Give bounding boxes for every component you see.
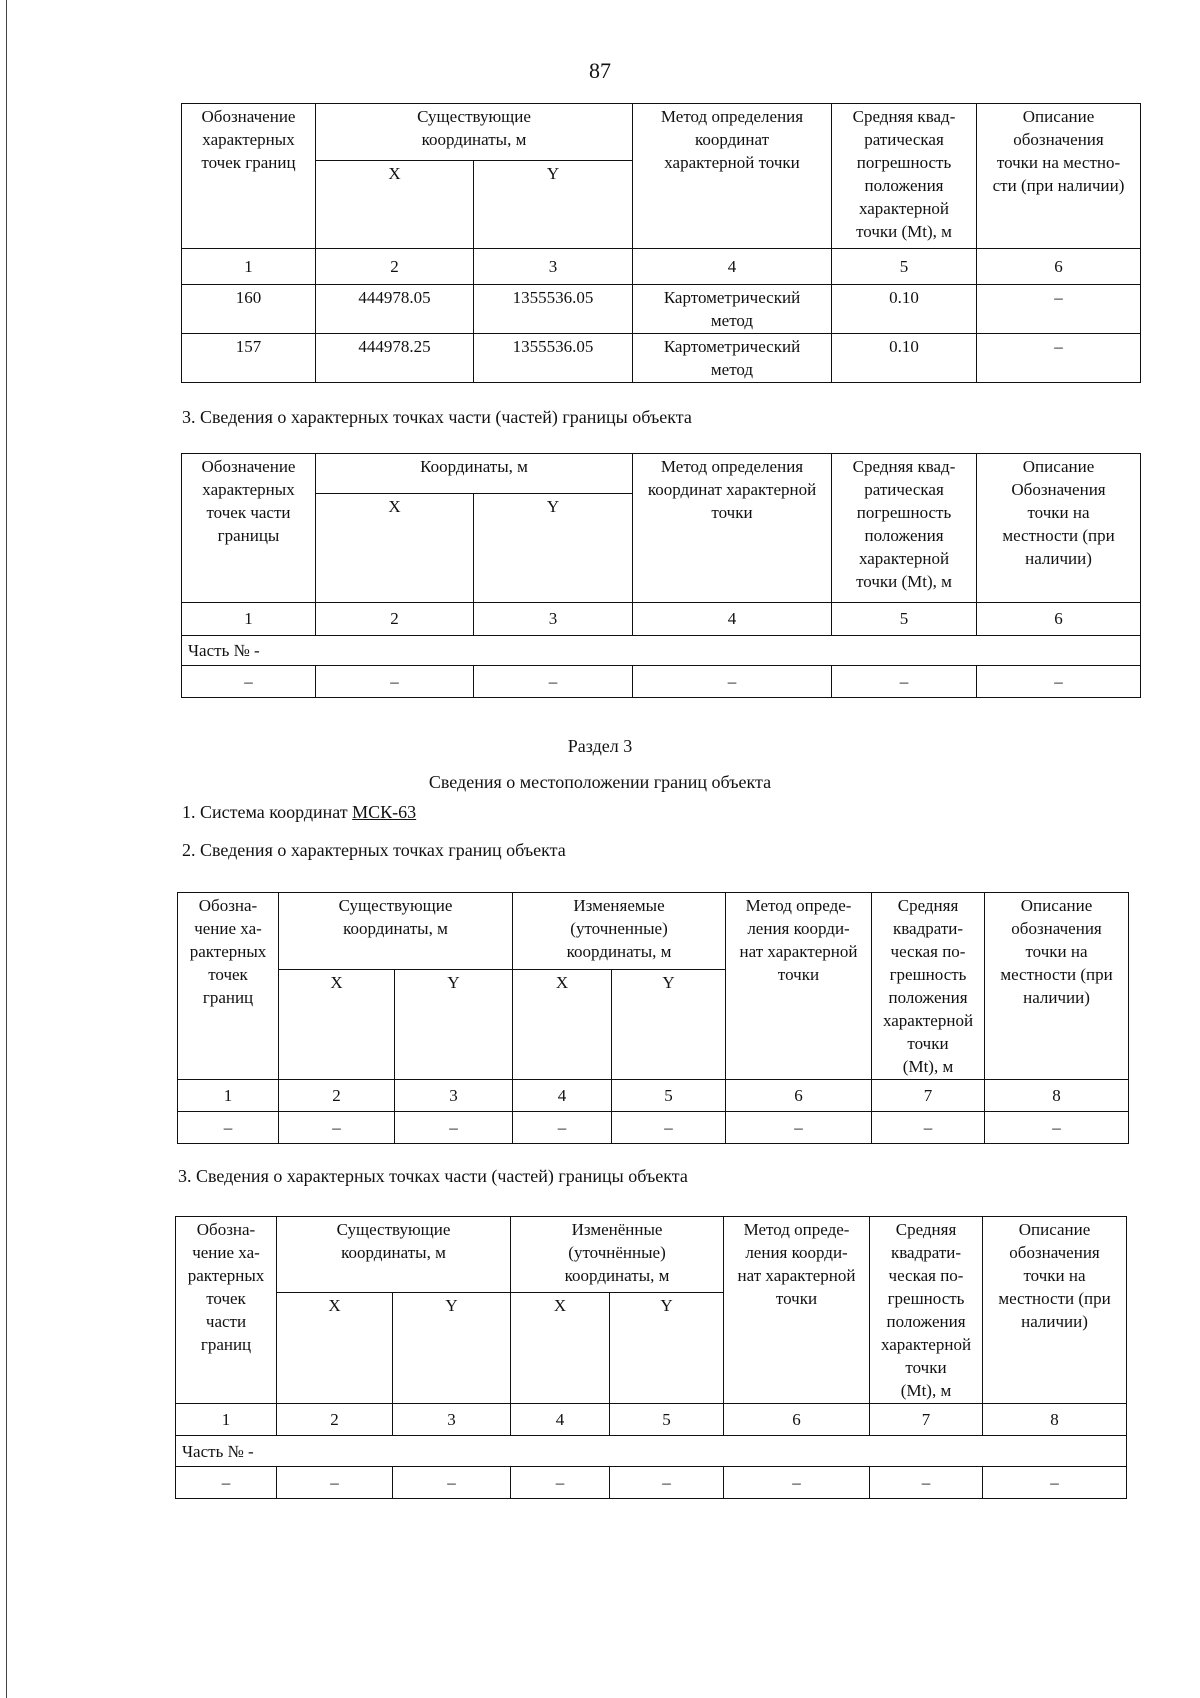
column-number: 6 bbox=[726, 1080, 872, 1112]
column-number: 7 bbox=[870, 1404, 983, 1436]
cell-empty: – bbox=[513, 1112, 612, 1144]
scan-edge-line bbox=[6, 0, 7, 1698]
column-number: 6 bbox=[724, 1404, 870, 1436]
header-point-designation: Обозначение характерных точек части границы bbox=[182, 454, 316, 603]
header-description: Описание обозначения точки на местности (при наличии) bbox=[983, 1217, 1127, 1404]
section-title-part-points: 3. Сведения о характерных точках части (частей) границы объекта bbox=[182, 407, 692, 427]
column-number: 3 bbox=[474, 603, 633, 636]
header-x: X bbox=[316, 494, 474, 603]
header-method: Метод опреде- ления коорди- нат характерной точки bbox=[724, 1217, 870, 1404]
cell-empty: – bbox=[393, 1467, 511, 1499]
cell-empty: – bbox=[279, 1112, 395, 1144]
column-number: 1 bbox=[178, 1080, 279, 1112]
table-boundary-points-section3 bbox=[177, 892, 1129, 1144]
section-heading: Раздел 3 bbox=[567, 736, 633, 756]
coordinate-system-label: 1. Система координат bbox=[182, 802, 353, 822]
part-number-row: Часть № - bbox=[182, 636, 1141, 666]
table-row bbox=[178, 1112, 1129, 1144]
column-number: 1 bbox=[182, 603, 316, 636]
cell-empty: – bbox=[724, 1467, 870, 1499]
header-x-existing: X bbox=[279, 970, 395, 1080]
column-number: 2 bbox=[316, 603, 474, 636]
cell-empty: – bbox=[182, 666, 316, 698]
header-y-existing: Y bbox=[395, 970, 513, 1080]
section-title-part-points-section3: 3. Сведения о характерных точках части (частей) границы объекта bbox=[178, 1166, 688, 1186]
cell-empty: – bbox=[872, 1112, 985, 1144]
cell-description: – bbox=[977, 334, 1141, 383]
cell-description: – bbox=[977, 285, 1141, 334]
section-subheading: Сведения о местоположении границ объекта bbox=[428, 772, 772, 792]
cell-y: 1355536.05 bbox=[474, 334, 633, 383]
table-row bbox=[182, 334, 1141, 383]
header-mean-error: Средняя квад- ратическая погрешность положения характерной точки (Mt), м bbox=[832, 454, 977, 603]
column-number: 4 bbox=[633, 249, 832, 285]
column-number: 4 bbox=[633, 603, 832, 636]
header-point-designation: Обозна- чение ха- рактерных точек границ bbox=[178, 893, 279, 1080]
cell-empty: – bbox=[395, 1112, 513, 1144]
column-number: 1 bbox=[182, 249, 316, 285]
header-changed-coordinates: Изменённые (уточнённые) координаты, м bbox=[511, 1217, 724, 1293]
cell-method: Картометрический метод bbox=[633, 285, 832, 334]
section-title-boundary-points: 2. Сведения о характерных точках границ объекта bbox=[182, 840, 566, 860]
column-number: 6 bbox=[977, 249, 1141, 285]
header-mean-error: Средняя квадрати- ческая по- грешность положения характерной точки (Mt), м bbox=[872, 893, 985, 1080]
header-coordinates: Координаты, м bbox=[316, 454, 633, 494]
header-mean-error: Средняя квад- ратическая погрешность положения характерной точки (Mt), м bbox=[832, 104, 977, 249]
cell-empty: – bbox=[977, 666, 1141, 698]
cell-empty: – bbox=[983, 1467, 1127, 1499]
column-number: 1 bbox=[176, 1404, 277, 1436]
header-y: Y bbox=[474, 494, 633, 603]
column-number: 2 bbox=[279, 1080, 395, 1112]
cell-point: 160 bbox=[182, 285, 316, 334]
table-part-boundary-points-section3 bbox=[175, 1216, 1127, 1499]
cell-y: 1355536.05 bbox=[474, 285, 633, 334]
cell-mt: 0.10 bbox=[832, 285, 977, 334]
table-boundary-points-existing bbox=[181, 103, 1141, 383]
part-number-row: Часть № - bbox=[176, 1436, 1127, 1467]
cell-empty: – bbox=[474, 666, 633, 698]
header-point-designation: Обозначение характерных точек границ bbox=[182, 104, 316, 249]
column-number: 5 bbox=[832, 603, 977, 636]
cell-mt: 0.10 bbox=[832, 334, 977, 383]
header-x-existing: X bbox=[277, 1293, 393, 1404]
column-number: 5 bbox=[612, 1080, 726, 1112]
cell-empty: – bbox=[178, 1112, 279, 1144]
cell-empty: – bbox=[316, 666, 474, 698]
cell-method: Картометрический метод bbox=[633, 334, 832, 383]
column-number: 5 bbox=[610, 1404, 724, 1436]
column-number: 3 bbox=[393, 1404, 511, 1436]
table-row bbox=[176, 1467, 1127, 1499]
header-x-changed: X bbox=[511, 1293, 610, 1404]
column-number: 4 bbox=[513, 1080, 612, 1112]
cell-empty: – bbox=[870, 1467, 983, 1499]
table-part-boundary-points bbox=[181, 453, 1141, 698]
header-method: Метод определения координат характерной точки bbox=[633, 454, 832, 603]
header-existing-coordinates: Существующие координаты, м bbox=[277, 1217, 511, 1293]
header-y: Y bbox=[474, 161, 633, 249]
header-point-designation: Обозна- чение ха- рактерных точек части границ bbox=[176, 1217, 277, 1404]
cell-empty: – bbox=[612, 1112, 726, 1144]
header-y-changed: Y bbox=[610, 1293, 724, 1404]
header-x-changed: X bbox=[513, 970, 612, 1080]
column-number: 5 bbox=[832, 249, 977, 285]
header-existing-coordinates: Существующие координаты, м bbox=[316, 104, 633, 161]
column-number: 8 bbox=[983, 1404, 1127, 1436]
cell-x: 444978.05 bbox=[316, 285, 474, 334]
cell-empty: – bbox=[726, 1112, 872, 1144]
header-mean-error: Средняя квадрати- ческая по- грешность положения характерной точки (Mt), м bbox=[870, 1217, 983, 1404]
page-number: 87 bbox=[589, 58, 611, 83]
column-number: 3 bbox=[474, 249, 633, 285]
header-changed-coordinates: Изменяемые (уточненные) координаты, м bbox=[513, 893, 726, 970]
column-number: 7 bbox=[872, 1080, 985, 1112]
cell-x: 444978.25 bbox=[316, 334, 474, 383]
column-number: 8 bbox=[985, 1080, 1129, 1112]
header-y-changed: Y bbox=[612, 970, 726, 1080]
cell-empty: – bbox=[277, 1467, 393, 1499]
header-description: Описание Обозначения точки на местности (при наличии) bbox=[977, 454, 1141, 603]
header-method: Метод определения координат характерной точки bbox=[633, 104, 832, 249]
header-description: Описание обозначения точки на местно- сти (при наличии) bbox=[977, 104, 1141, 249]
column-number: 3 bbox=[395, 1080, 513, 1112]
cell-empty: – bbox=[832, 666, 977, 698]
header-existing-coordinates: Существующие координаты, м bbox=[279, 893, 513, 970]
table-row bbox=[182, 666, 1141, 698]
cell-empty: – bbox=[610, 1467, 724, 1499]
header-x: X bbox=[316, 161, 474, 249]
column-number: 6 bbox=[977, 603, 1141, 636]
coordinate-system-value: МСК-63 bbox=[352, 802, 417, 822]
cell-empty: – bbox=[511, 1467, 610, 1499]
header-y-existing: Y bbox=[393, 1293, 511, 1404]
column-number: 4 bbox=[511, 1404, 610, 1436]
coordinate-system-line bbox=[182, 802, 416, 823]
cell-point: 157 bbox=[182, 334, 316, 383]
header-description: Описание обозначения точки на местности (при наличии) bbox=[985, 893, 1129, 1080]
cell-empty: – bbox=[176, 1467, 277, 1499]
table-row bbox=[182, 285, 1141, 334]
column-number: 2 bbox=[316, 249, 474, 285]
header-method: Метод опреде- ления коорди- нат характерной точки bbox=[726, 893, 872, 1080]
cell-empty: – bbox=[633, 666, 832, 698]
column-number: 2 bbox=[277, 1404, 393, 1436]
cell-empty: – bbox=[985, 1112, 1129, 1144]
